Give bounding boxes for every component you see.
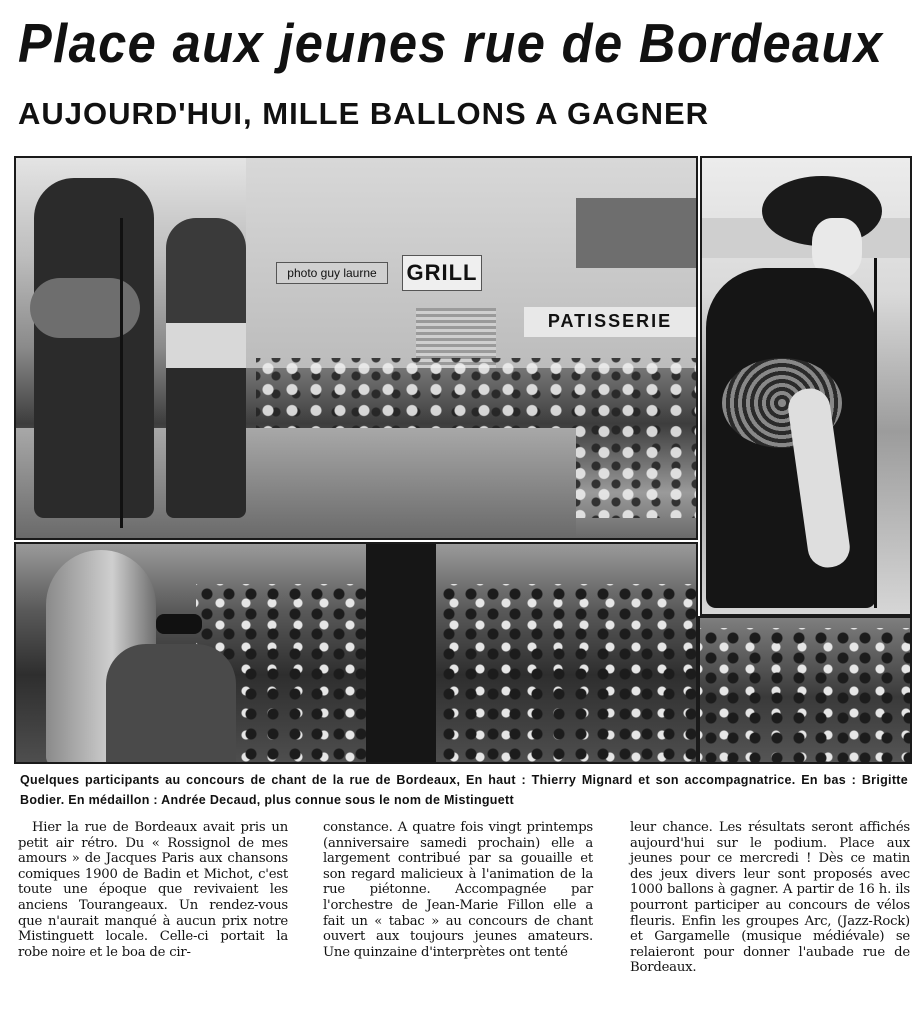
shop-window	[576, 198, 696, 268]
photo-singer-crowd	[14, 542, 698, 764]
singer-body	[106, 644, 236, 764]
microphone	[156, 614, 202, 634]
patisserie-sign: PATISSERIE	[524, 307, 696, 337]
singer-figure	[166, 218, 246, 518]
photo-stage-performers	[14, 156, 698, 540]
crowd-faces	[700, 628, 912, 764]
article-column-2: constance. A quatre fois vingt printemps (anniversaire samedi prochain) elle a largement contribué par sa gouaille et son regard malicieux à l'animation de la rue piétonne. Accompagnée par l'orchestre de Jean-Marie Fillon elle a fait un « tabac » au concours de chant ouvert aux toujours jeunes amateurs. Une quinzaine d'interprètes ont tenté	[323, 820, 593, 960]
photo-crowd-right	[698, 616, 912, 764]
guitarist-figure	[34, 178, 154, 518]
microphone-stand	[874, 258, 877, 608]
photo-caption: Quelques participants au concours de chant de la rue de Bordeaux, En haut : Thierry Mignard et son accompagnatrice. En bas : Brigitte Bodier. En médaillon : Andrée Decaud, plus connue sous le nom de Mistinguett	[20, 773, 908, 807]
guitar	[30, 278, 140, 338]
article-column-1: Hier la rue de Bordeaux avait pris un petit air rétro. Du « Rossignol de mes amours » de Jacques Paris aux chansons comiques 1900 de Badin et Michot, c'est toute une époque que revivaient les anciens Tourangeaux. Un rendez-vous que n'aurait manqué à aucun prix notre Mistinguett locale. Celle-ci portait la robe noire et le boa de cir-	[18, 820, 288, 960]
microphone-stand	[120, 218, 123, 528]
grill-sign: GRILL	[402, 255, 482, 291]
subheadline: AUJOURD'HUI, MILLE BALLONS A GAGNER	[18, 96, 710, 131]
photo-shop-sign: photo guy laurne	[276, 262, 388, 284]
article-column-3: leur chance. Les résultats seront affichés aujourd'hui sur le podium. Place aux jeunes pour ce mercredi ! Dès ce matin des jeux divers leur sont proposés avec 1000 ballons à gagner. A partir de 16 h. ils pourront participer au concours de vélos fleuris. Enfin les groupes Arc, (Jazz-Rock) et Gargamelle (musique médiévale) se relaieront pour donner l'aubade rue de Bordeaux.	[630, 820, 910, 976]
photo-medallion-mistinguett	[700, 156, 912, 616]
speaker-column	[366, 544, 436, 764]
headline: Place aux jeunes rue de Bordeaux	[18, 12, 884, 74]
standing-crowd	[196, 584, 698, 764]
